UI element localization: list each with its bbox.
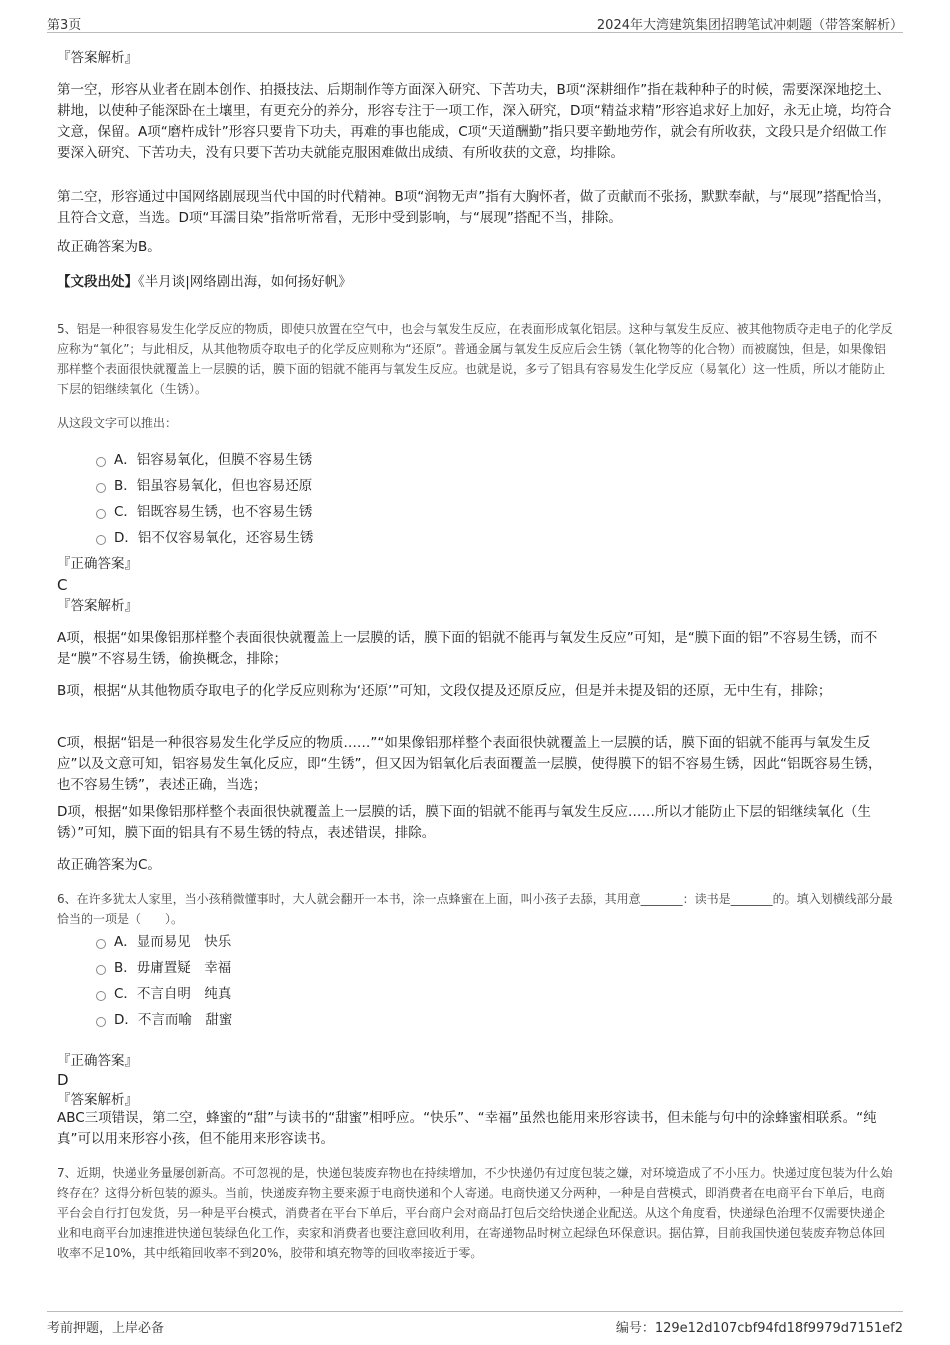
q6-option-a[interactable]: A．显而易见 快乐	[96, 932, 231, 952]
q5-answer-label: 『正确答案』	[57, 556, 138, 572]
q6-analysis-label: 『答案解析』	[57, 1092, 138, 1108]
radio-icon[interactable]	[96, 509, 106, 519]
q5-conclusion: 故正确答案为C。	[57, 857, 161, 873]
q4-analysis-para2: 第二空，形容通过中国网络剧展现当代中国的时代精神。B项“润物无声”指有大胸怀者，做了贡献而不张扬，默默奉献，与“展现”搭配恰当，且符合文意，当选。D项“耳濡目染”指常听常看，无形中受到影响，与“展现”搭配不当，排除。	[57, 189, 891, 226]
q6-option-d[interactable]: D．不言而喻 甜蜜	[96, 1010, 232, 1030]
q5-option-a[interactable]: A．铝容易氧化，但膜不容易生锈	[96, 450, 312, 470]
q4-conclusion: 故正确答案为B。	[57, 239, 161, 255]
q5-analysis-d: D项，根据“如果像铝那样整个表面很快就覆盖上一层膜的话，膜下面的铝就不能再与氧发生反应……所以才能防止下层的铝继续氧化（生锈）”可知，膜下面的铝具有不易生锈的特点，表述错误，排除。	[57, 804, 871, 841]
q4-analysis-label: 『答案解析』	[57, 50, 138, 66]
q5-answer: C	[57, 576, 68, 594]
footer-code: 编号：129e12d107cbf94fd18f9979d7151ef2	[615, 1321, 903, 1336]
q6-stem: 6、在许多犹太人家里，当小孩稍微懂事时，大人就会翻开一本书，涂一点蜂蜜在上面，叫小孩子去舔，其用意_______：读书是_______的。填入划横线部分最恰当的一项是（ ）。	[57, 892, 893, 926]
radio-icon[interactable]	[96, 939, 106, 949]
q5-analysis-b: B项，根据“从其他物质夺取电子的化学反应则称为‘还原’”可知，文段仅提及还原反应，但是并未提及铝的还原，无中生有，排除；	[57, 683, 832, 699]
q5-stem: 5、铝是一种很容易发生化学反应的物质，即使只放置在空气中，也会与氧发生反应，在表面形成氧化铝层。这种与氧发生反应、被其他物质夺走电子的化学反应称为“氧化”；与此相反，从其他物质夺取电子的化学反应则称为“还原”。普通金属与氧发生反应后会生锈（氧化物等的化合物）而被腐蚀，但是，如果像铝那样整个表面很快就覆盖上一层膜的话，膜下面的铝就不能再与氧发生反应。也就是说，多亏了铝具有容易发生化学反应（易氧化）这一性质，所以才能防止下层的铝继续氧化（生锈）。	[57, 322, 893, 396]
q5-prompt: 从这段文字可以推出：	[57, 416, 178, 430]
q5-analysis-c: C项，根据“铝是一种很容易发生化学反应的物质……”“如果像铝那样整个表面很快就覆盖上一层膜的话，膜下面的铝就不能再与氧发生反应”以及文意可知，铝容易发生氧化反应，即“生锈”，但又因为铝氧化后表面覆盖一层膜，使得膜下的铝不容易生锈，因此“铝既容易生锈，也不容易生锈”，表述正确，当选；	[57, 735, 882, 793]
q5-option-b[interactable]: B．铝虽容易氧化，但也容易还原	[96, 476, 312, 496]
radio-icon[interactable]	[96, 457, 106, 467]
q4-source-text: 《半月谈|网络剧出海，如何扬好帆》	[138, 274, 352, 290]
radio-icon[interactable]	[96, 1017, 106, 1027]
q6-option-c[interactable]: C．不言自明 纯真	[96, 984, 231, 1004]
q5-option-d[interactable]: D．铝不仅容易氧化，还容易生锈	[96, 528, 313, 548]
radio-icon[interactable]	[96, 965, 106, 975]
q5-analysis-a: A项，根据“如果像铝那样整个表面很快就覆盖上一层膜的话，膜下面的铝就不能再与氧发生反应”可知，是“膜下面的铝”不容易生锈，而不是“膜”不容易生锈，偷换概念，排除；	[57, 630, 878, 667]
q6-analysis: ABC三项错误，第二空，蜂蜜的“甜”与读书的“甜蜜”相呼应。“快乐”、“幸福”虽然也能用来形容读书，但未能与句中的涂蜂蜜相联系。“纯真”可以用来形容小孩，但不能用来形容读书。	[57, 1110, 877, 1147]
q5-option-c[interactable]: C．铝既容易生锈，也不容易生锈	[96, 502, 312, 522]
radio-icon[interactable]	[96, 483, 106, 493]
q6-answer: D	[57, 1071, 69, 1089]
q4-source	[57, 272, 893, 293]
page-footer	[47, 1311, 903, 1338]
page-header	[47, 10, 903, 33]
q6-answer-label: 『正确答案』	[57, 1053, 138, 1069]
q4-analysis-para1: 第一空，形容从业者在剧本创作、拍摄技法、后期制作等方面深入研究、下苦功夫，B项“深耕细作”指在栽种种子的时候，需要深深地挖土、耕地，以使种子能深卧在土壤里，有更充分的养分，形容专注于一项工作，深入研究，D项“精益求精”形容追求好上加好，永无止境，均符合文意，保留。A项“磨杵成针”形容只要肯下功夫，再难的事也能成，C项“天道酬勤”指只要辛勤地劳作，就会有所收获，文段只是介绍做工作要深入研究、下苦功夫，没有只要下苦功夫就能克服困难做出成绩、有所收获的文意，均排除。	[57, 82, 892, 161]
q7-stem: 7、近期，快递业务量屡创新高。不可忽视的是，快递包装废弃物也在持续增加，不少快递仍有过度包装之嫌，对环境造成了不小压力。快递过度包装为什么始终存在？这得分析包装的源头。当前，快递废弃物主要来源于电商快递和个人寄递。电商快递又分两种，一种是自营模式，即消费者在电商平台下单后，电商平台会自行打包发货，另一种是平台模式，消费者在平台下单后，平台商户会对商品打包后交给快递企业配送。从这个角度看，快递绿色治理不仅需要快递企业和电商平台加速推进快递包装绿色化工作，卖家和消费者也要注意回收利用，在寄递物品时树立起绿色环保意识。据估算，目前我国快递包装废弃物总体回收率不足10%，其中纸箱回收率不到20%，胶带和填充物等的回收率接近于零。	[57, 1166, 893, 1260]
footer-motto: 考前押题，上岸必备	[47, 1321, 165, 1336]
document-title: 2024年大湾建筑集团招聘笔试冲刺题（带答案解析）	[596, 18, 903, 33]
page-number: 第3页	[47, 18, 82, 33]
radio-icon[interactable]	[96, 991, 106, 1001]
radio-icon[interactable]	[96, 535, 106, 545]
q4-source-label: 【文段出处】	[57, 274, 138, 290]
q6-option-b[interactable]: B．毋庸置疑 幸福	[96, 958, 231, 978]
q5-analysis-label: 『答案解析』	[57, 598, 138, 614]
